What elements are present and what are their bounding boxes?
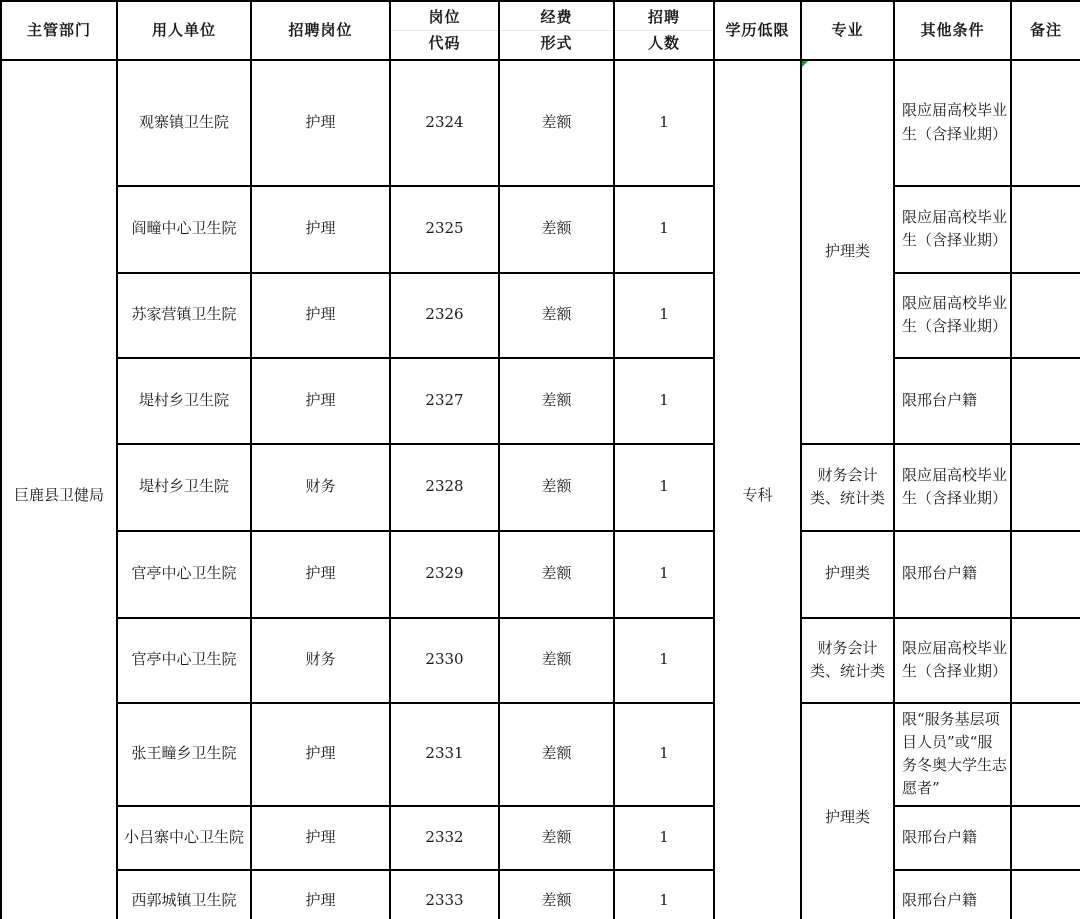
header-count-line2: 人数: [647, 34, 680, 53]
cell-position: 护理: [251, 531, 390, 618]
header-position: [251, 1, 390, 60]
cell-count: 1: [614, 618, 714, 703]
cell-position: 财务: [251, 444, 390, 531]
cell-other: 限邢台户籍: [894, 358, 1011, 444]
cell-funding: 差额: [499, 806, 614, 870]
cell-unit: 苏家营镇卫生院: [117, 273, 251, 358]
cell-other: 限应届高校毕业生（含择业期）: [894, 186, 1011, 273]
header-remark: [1011, 1, 1080, 60]
cell-other: 限邢台户籍: [894, 870, 1011, 919]
table-row: [1, 870, 1080, 919]
cell-remark: [1011, 186, 1080, 273]
header-education: [714, 1, 801, 60]
cell-unit: 官亭中心卫生院: [117, 618, 251, 703]
cell-code: 2332: [390, 806, 499, 870]
cell-count: 1: [614, 358, 714, 444]
header-count: [614, 1, 714, 60]
cell-code: 2326: [390, 273, 499, 358]
cell-code: 2333: [390, 870, 499, 919]
cell-remark: [1011, 358, 1080, 444]
cell-other: 限应届高校毕业生（含择业期）: [894, 273, 1011, 358]
cell-code: 2331: [390, 703, 499, 806]
cell-position: 财务: [251, 618, 390, 703]
cell-other: 限应届高校毕业生（含择业期）: [894, 60, 1011, 186]
cell-other: 限应届高校毕业生（含择业期）: [894, 444, 1011, 531]
header-major: [801, 1, 894, 60]
cell-unit: 堤村乡卫生院: [117, 444, 251, 531]
cell-funding: 差额: [499, 703, 614, 806]
cell-code: 2325: [390, 186, 499, 273]
cell-code: 2330: [390, 618, 499, 703]
header-other: [894, 1, 1011, 60]
header-code-line2: 代码: [428, 34, 461, 53]
major-label: 护理类: [824, 241, 870, 260]
cell-funding: 差额: [499, 618, 614, 703]
cell-unit: 张王疃乡卫生院: [117, 703, 251, 806]
header-row: [1, 1, 1080, 60]
cell-remark: [1011, 444, 1080, 531]
header-code-line1: 岗位: [428, 8, 461, 26]
header-unit: [117, 1, 251, 60]
cell-funding: 差额: [499, 358, 614, 444]
table-row: [1, 444, 1080, 531]
excel-flag-triangle-icon: [802, 61, 808, 67]
cell-education: 专科: [714, 60, 801, 919]
cell-other: 限“服务基层项目人员”或“服务冬奥大学生志愿者”: [894, 703, 1011, 806]
header-count-line1: 招聘: [647, 8, 680, 26]
table-row: [1, 358, 1080, 444]
cell-code: 2328: [390, 444, 499, 531]
cell-remark: [1011, 703, 1080, 806]
cell-remark: [1011, 273, 1080, 358]
cell-remark: [1011, 60, 1080, 186]
cell-position: 护理: [251, 703, 390, 806]
cell-position: 护理: [251, 806, 390, 870]
cell-funding: 差额: [499, 870, 614, 919]
table-row: [1, 531, 1080, 618]
cell-count: 1: [614, 531, 714, 618]
cell-position: 护理: [251, 273, 390, 358]
header-remark-label: 备注: [1029, 21, 1062, 40]
cell-funding: 差额: [499, 444, 614, 531]
cell-other: 限邢台户籍: [894, 806, 1011, 870]
cell-code: 2327: [390, 358, 499, 444]
table-row: [1, 186, 1080, 273]
cell-count: 1: [614, 703, 714, 806]
header-funding-line2: 形式: [540, 34, 573, 53]
cell-other: 限邢台户籍: [894, 531, 1011, 618]
header-other-label: 其他条件: [920, 21, 985, 40]
header-supervisor-label: 主管部门: [26, 21, 91, 40]
cell-position: 护理: [251, 60, 390, 186]
cell-position: 护理: [251, 870, 390, 919]
cell-count: 1: [614, 444, 714, 531]
table-row: [1, 60, 1080, 186]
cell-remark: [1011, 618, 1080, 703]
header-code: [390, 1, 499, 60]
header-funding: [499, 1, 614, 60]
cell-major: 财务会计类、统计类: [801, 444, 894, 531]
cell-funding: 差额: [499, 186, 614, 273]
cell-unit: 西郭城镇卫生院: [117, 870, 251, 919]
header-position-label: 招聘岗位: [288, 21, 353, 40]
table-row: [1, 618, 1080, 703]
header-education-label: 学历低限: [725, 21, 790, 40]
cell-remark: [1011, 870, 1080, 919]
header-major-label: 专业: [831, 21, 864, 40]
cell-count: 1: [614, 870, 714, 919]
cell-supervisor: 巨鹿县卫健局: [1, 60, 117, 919]
cell-major: 财务会计类、统计类: [801, 618, 894, 703]
cell-other: 限应届高校毕业生（含择业期）: [894, 618, 1011, 703]
cell-unit: 堤村乡卫生院: [117, 358, 251, 444]
cell-unit: 观寨镇卫生院: [117, 60, 251, 186]
header-unit-label: 用人单位: [151, 21, 216, 40]
cell-count: 1: [614, 806, 714, 870]
cell-position: 护理: [251, 186, 390, 273]
cell-count: 1: [614, 60, 714, 186]
cell-code: 2324: [390, 60, 499, 186]
cell-position: 护理: [251, 358, 390, 444]
cell-count: 1: [614, 186, 714, 273]
cell-code: 2329: [390, 531, 499, 618]
cell-count: 1: [614, 273, 714, 358]
cell-funding: 差额: [499, 273, 614, 358]
cell-major: 护理类: [801, 531, 894, 618]
cell-funding: 差额: [499, 531, 614, 618]
cell-unit: 官亭中心卫生院: [117, 531, 251, 618]
cell-unit: 小吕寨中心卫生院: [117, 806, 251, 870]
cell-major: [801, 60, 894, 444]
cell-remark: [1011, 531, 1080, 618]
cell-funding: 差额: [499, 60, 614, 186]
cell-remark: [1011, 806, 1080, 870]
table-row: [1, 273, 1080, 358]
table-row: [1, 806, 1080, 870]
cell-major: 护理类: [801, 703, 894, 919]
cell-unit: 阎疃中心卫生院: [117, 186, 251, 273]
table-row: [1, 703, 1080, 806]
header-funding-line1: 经费: [540, 8, 573, 26]
header-supervisor: [1, 1, 117, 60]
